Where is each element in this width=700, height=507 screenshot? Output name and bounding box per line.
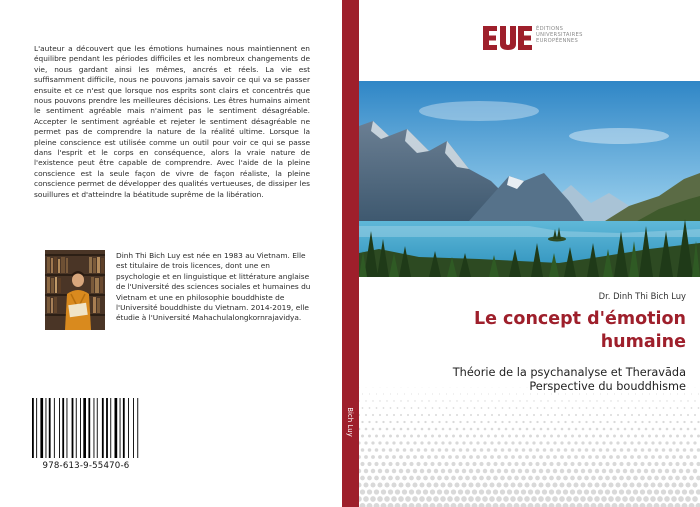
book-title-line-1: Le concept d'émotion (473, 309, 686, 329)
cover-photo-mountain-lake (359, 81, 700, 277)
cover-author: Dr. Dinh Thi Bich Luy (598, 291, 686, 301)
front-cover (359, 0, 700, 507)
author-bio: Dinh Thi Bich Luy est née en 1983 au Vietnam. Elle est titulaire de trois licences, dont une en psychologie et en linguistique et littérature anglaise de l'Université des sciences sociales et humaines du Vietnam et une en philosophie bouddhiste de l'Université bouddhiste du Vietnam. 2014-2019, elle étudie à l'Université Mahachulalongkornrajavidya. (116, 251, 311, 323)
book-subtitle-line-2: Perspective du bouddhisme (529, 380, 686, 393)
book-subtitle-line-1: Théorie de la psychanalyse et Theravāda (452, 366, 686, 379)
publisher-line-3: EUROPÉENNES (536, 38, 579, 45)
spine (342, 0, 359, 507)
publisher-logo (481, 24, 533, 52)
isbn-number: 978-613-9-55470-6 (42, 461, 130, 471)
book-title-line-2: humaine (600, 332, 686, 352)
book-title (386, 308, 686, 354)
publisher-line-2: UNIVERSITAIRES (536, 32, 583, 39)
spine-author: Bich Luy (346, 407, 354, 437)
back-cover-blurb: L'auteur a découvert que les émotions humaines nous maintiennent en équilibre pendant les périodes difficiles et les nombreux changements de vie, nous gardant ainsi les mêmes, ancrés et réels. La vie est suffisamment difficile, nous ne pouvons jamais savoir ce qui va se passer ensuite et ce n'est que lorsque nos esprits sont clairs et concentrés que nous pouvons prendre les meilleures décisions. Les êtres humains aiment le sentiment agréable mais n'aiment pas le sentiment désagréable. Accepter le sentiment agréable et rejeter le sentiment désagréable ne permet pas de comprendre la nature de la réalité ultime. Lorsque la pleine conscience est utilisée comme un outil pour voir ce qui se passe dans l'esprit et le corps en conséquence, alors la vraie nature de l'existence peut être capable de comprendre. Avec l'aide de la pleine conscience est la seule façon de vivre de façon réaliste, la pleine conscience permet de développer des qualités vertueuses, de dissiper les souillures et d'atteindre la béatitude suprême de la libération. (34, 44, 310, 199)
back-cover (0, 0, 342, 507)
barcode (30, 398, 142, 458)
book-subtitle (386, 366, 686, 394)
publisher-name (536, 26, 583, 45)
halftone-dot-pattern (359, 387, 700, 507)
author-photo (45, 250, 105, 330)
publisher-line-1: ÉDITIONS (536, 26, 564, 32)
